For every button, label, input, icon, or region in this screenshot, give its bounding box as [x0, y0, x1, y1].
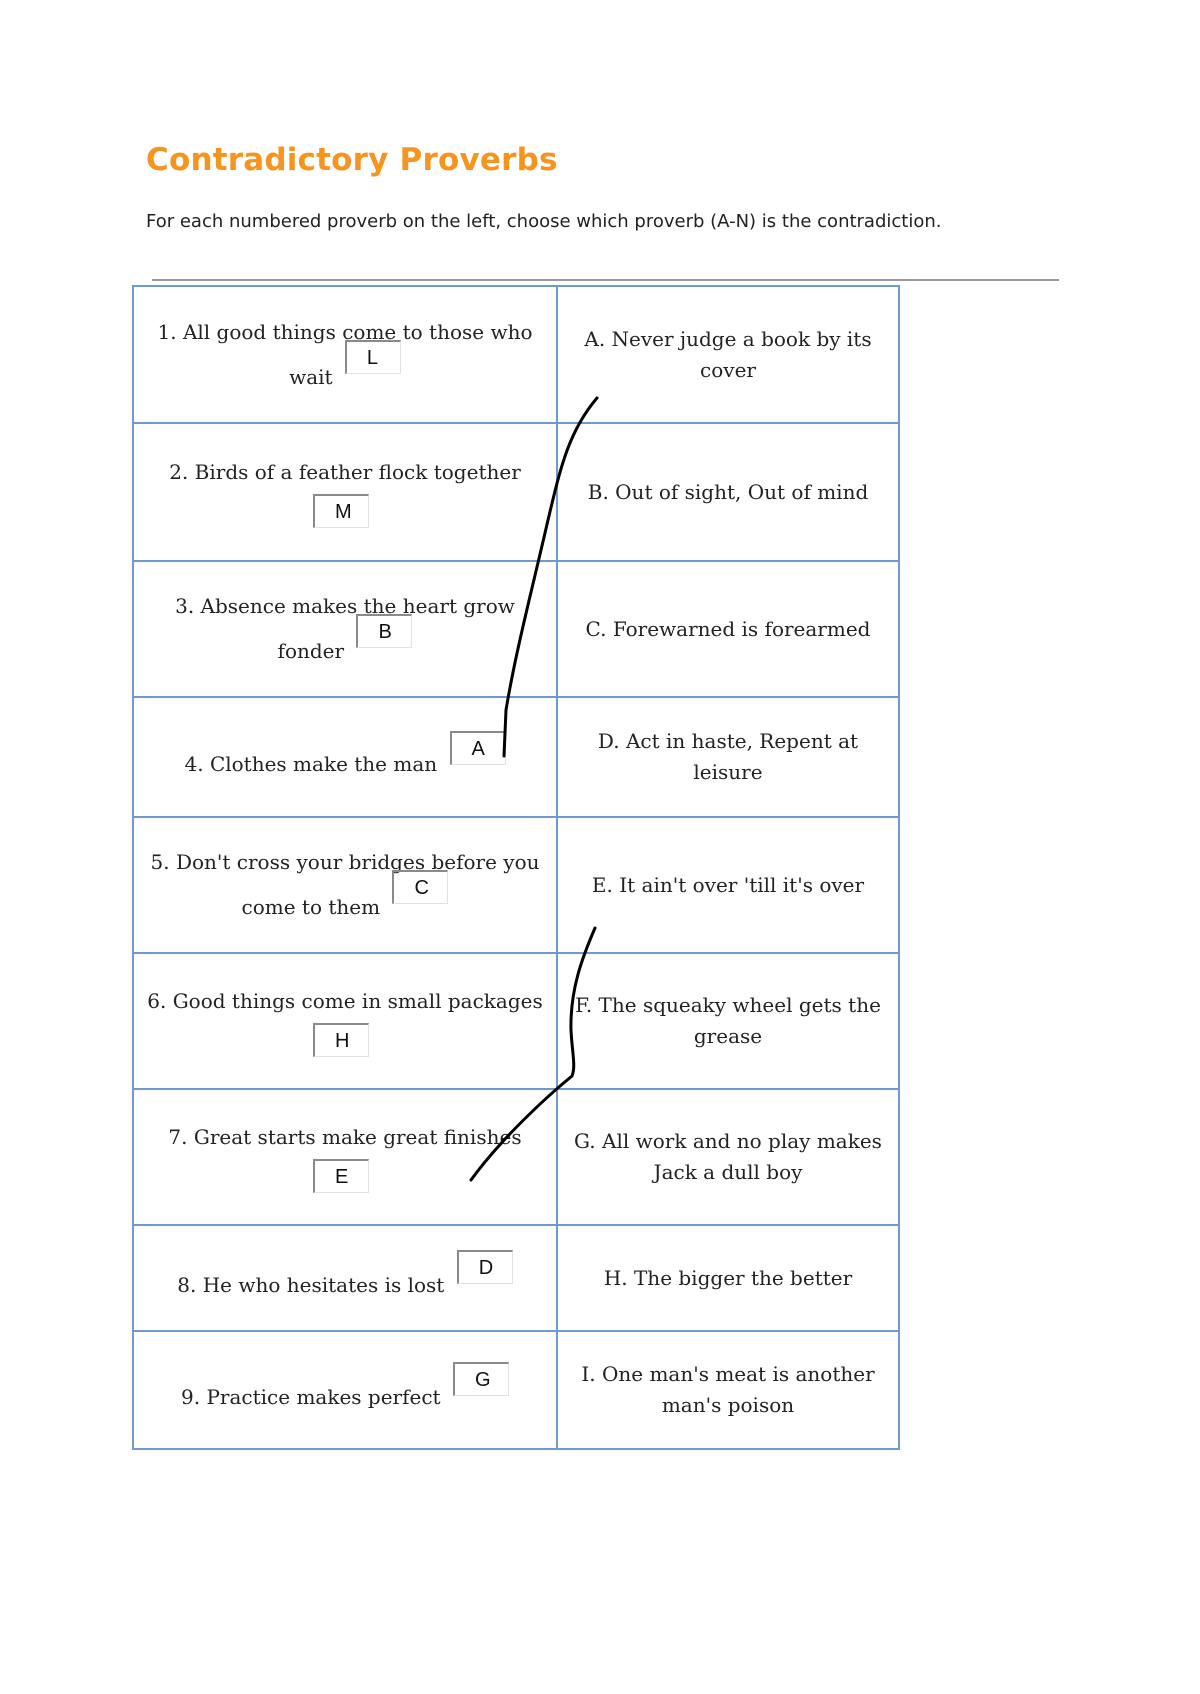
right-proverb-text: I. One man's meat is another man's poison — [581, 1362, 875, 1417]
left-proverb-cell — [133, 697, 557, 817]
right-proverb-text: C. Forewarned is forearmed — [585, 616, 871, 641]
right-proverb-cell — [557, 953, 899, 1089]
right-proverb-text: E. It ain't over 'till it's over — [591, 872, 865, 897]
proverbs-table — [132, 285, 900, 1450]
table-row — [133, 953, 899, 1089]
instructions-text: For each numbered proverb on the left, choose which proverb (A-N) is the contradiction. — [146, 211, 942, 232]
answer-box[interactable] — [345, 340, 401, 374]
table-row — [133, 1331, 899, 1449]
answer-letter: B — [378, 621, 392, 643]
answer-box[interactable] — [356, 614, 412, 648]
page-title: Contradictory Proverbs — [146, 142, 558, 178]
answer-letter: M — [335, 500, 352, 523]
table-row — [133, 286, 899, 423]
answer-letter: H — [335, 1029, 350, 1052]
left-proverb-text: 4. Clothes make the man — [184, 751, 438, 776]
right-proverb-cell — [557, 697, 899, 817]
table-row — [133, 697, 899, 817]
right-proverb-cell — [557, 561, 899, 697]
answer-box[interactable] — [313, 1159, 369, 1193]
answer-box[interactable] — [313, 494, 369, 528]
right-proverb-text: A. Never judge a book by its cover — [584, 326, 872, 382]
left-proverb-cell — [133, 423, 557, 561]
horizontal-rule — [152, 279, 1059, 281]
table-row — [133, 817, 899, 953]
left-proverb-cell — [133, 1089, 557, 1225]
left-proverb-text: 9. Practice makes perfect — [181, 1384, 441, 1409]
answer-letter: A — [471, 737, 485, 760]
left-proverb-text: 5. Don't cross your bridges before you come to them — [150, 850, 540, 919]
answer-box[interactable] — [313, 1023, 369, 1057]
right-proverb-cell — [557, 1331, 899, 1449]
right-proverb-text: H. The bigger the better — [603, 1265, 853, 1290]
right-proverb-text: D. Act in haste, Repent at leisure — [597, 729, 859, 784]
answer-box[interactable] — [453, 1362, 509, 1396]
right-proverb-text: B. Out of sight, Out of mind — [587, 479, 869, 504]
answer-box[interactable] — [392, 870, 448, 904]
left-proverb-text: 8. He who hesitates is lost — [177, 1272, 445, 1297]
answer-box[interactable] — [457, 1250, 513, 1284]
answer-letter: L — [366, 346, 379, 369]
answer-letter: E — [335, 1165, 349, 1188]
answer-letter: D — [478, 1256, 494, 1279]
left-proverb-cell — [133, 817, 557, 953]
table-row — [133, 561, 899, 697]
right-proverb-cell — [557, 1089, 899, 1225]
left-proverb-text: 3. Absence makes the heart grow fonder — [175, 594, 515, 663]
right-proverb-cell — [557, 817, 899, 953]
right-proverb-text: F. The squeaky wheel gets the grease — [575, 993, 881, 1048]
right-proverb-text: G. All work and no play makes Jack a dull boy — [574, 1129, 882, 1184]
left-proverb-text: 1. All good things come to those who wait — [157, 319, 533, 389]
table-row — [133, 1089, 899, 1225]
left-proverb-cell — [133, 1225, 557, 1331]
left-proverb-text: 6. Good things come in small packages — [147, 988, 543, 1013]
answer-box[interactable] — [450, 731, 506, 765]
left-proverb-cell — [133, 286, 557, 423]
right-proverb-cell — [557, 1225, 899, 1331]
table-row — [133, 423, 899, 561]
right-proverb-cell — [557, 423, 899, 561]
answer-letter: C — [414, 877, 429, 899]
left-proverb-text: 2. Birds of a feather flock together — [169, 459, 521, 484]
table-row — [133, 1225, 899, 1331]
right-proverb-cell — [557, 286, 899, 423]
left-proverb-cell — [133, 1331, 557, 1449]
left-proverb-cell — [133, 953, 557, 1089]
left-proverb-text: 7. Great starts make great finishes — [168, 1124, 522, 1149]
answer-letter: G — [474, 1368, 491, 1391]
left-proverb-cell — [133, 561, 557, 697]
